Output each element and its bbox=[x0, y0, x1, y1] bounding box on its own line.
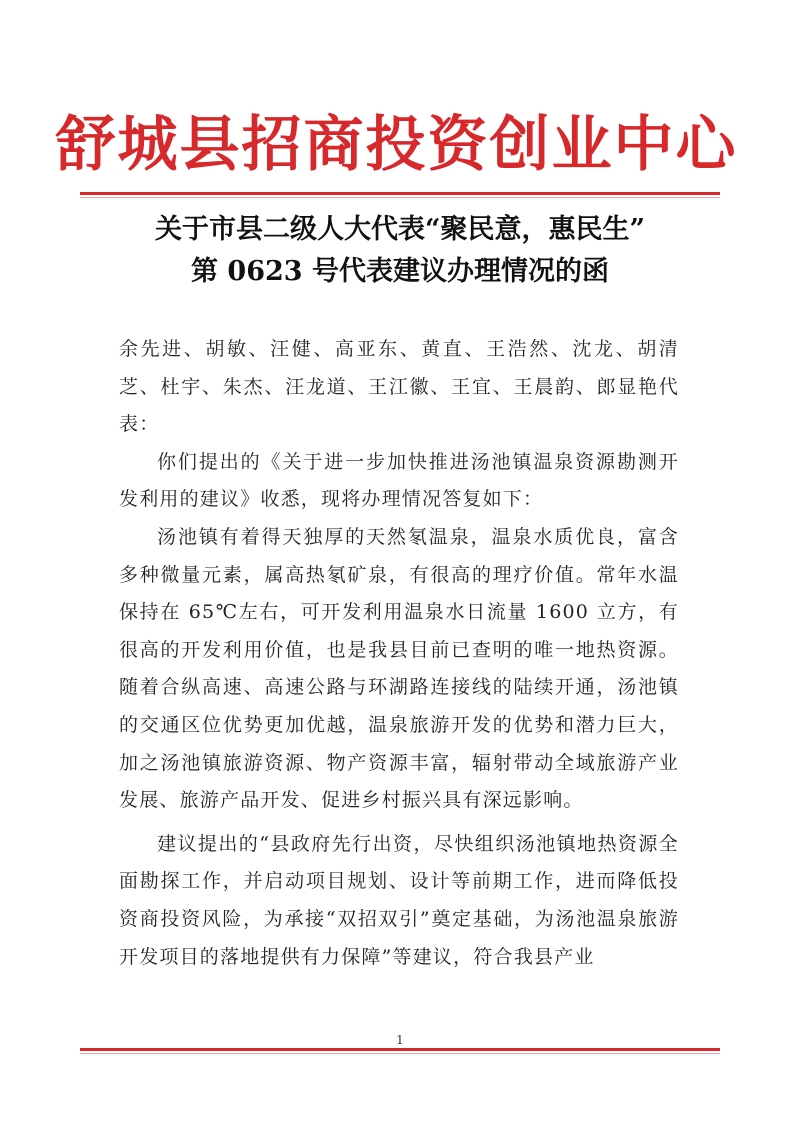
body-paragraph: 汤池镇有着得天独厚的天然氡温泉，温泉水质优良，富含多种微量元素，属高热氡矿泉，有很高的理疗价值。常年水温保持在 65℃左右，可开发利用温泉水日流量 1600 立方，有很高的开发利用价值，也是我县目前已查明的唯一地热资源。随着合纵高速、高速公路与环湖路连接线的陆续开通，汤池镇的交通区位优势更加优越，温泉旅游开发的优势和潜力巨大，加之汤池镇旅游资源、物产资源丰富，辐射带动全域旅游产业发展、旅游产品开发、促进乡村振兴具有深远影响。 bbox=[119, 525, 679, 812]
salutation: 余先进、胡敏、汪健、高亚东、黄直、王浩然、沈龙、胡清芝、杜宇、朱杰、汪龙道、王江徽、王宜、王晨韵、郎显艳代表： bbox=[119, 338, 679, 436]
page-number: 1 bbox=[396, 1033, 404, 1047]
footer-red-rule-thin bbox=[80, 1053, 720, 1054]
letter-body bbox=[119, 331, 679, 976]
document-title-line-1: 关于市县二级人大代表“聚民意，惠民生” bbox=[154, 214, 646, 245]
footer-red-rule bbox=[80, 1048, 720, 1051]
document-title-line-2: 第 0623 号代表建议办理情况的函 bbox=[191, 256, 609, 287]
letterhead-red-rule-thin bbox=[80, 197, 720, 198]
letterhead-org-name: 舒城县招商投资创业中心 bbox=[55, 110, 738, 180]
letterhead-red-rule bbox=[80, 192, 720, 195]
body-paragraph: 你们提出的《关于进一步加快推进汤池镇温泉资源勘测开发利用的建议》收悉，现将办理情况答复如下： bbox=[119, 450, 679, 511]
body-paragraph: 建议提出的“县政府先行出资，尽快组织汤池镇地热资源全面勘探工作，并启动项目规划、设计等前期工作，进而降低投资商投资风险，为承接“双招双引”奠定基础，为汤池温泉旅游开发项目的落地提供有力保障”等建议，符合我县产业 bbox=[119, 832, 679, 968]
